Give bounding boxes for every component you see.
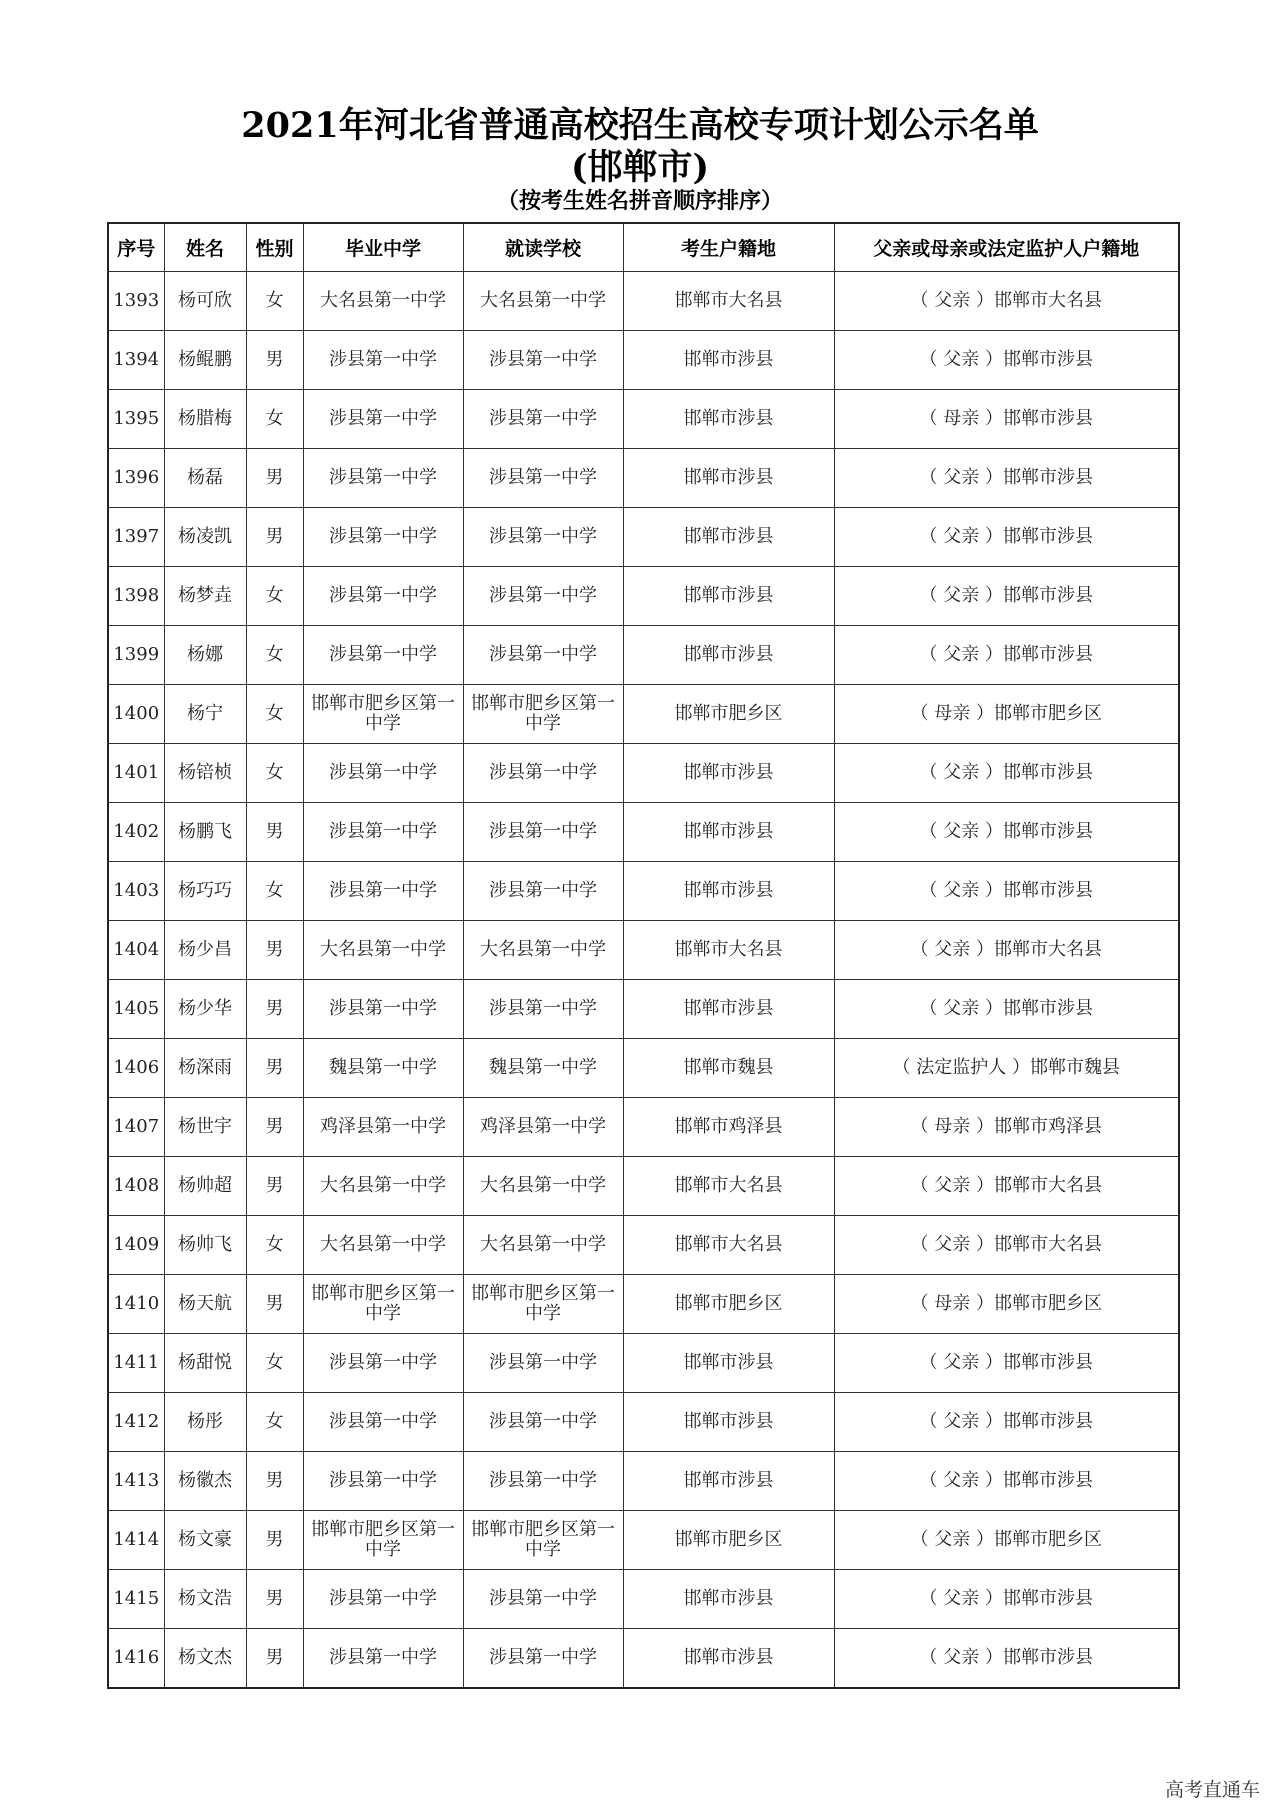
index-cell: 1411 [108,1334,164,1393]
column-header-graduated-school: 毕业中学 [303,223,463,272]
gender-cell: 男 [246,1098,303,1157]
table-row [108,1157,1179,1216]
current-school-cell: 涉县第一中学 [463,1393,623,1452]
table-body [108,272,1179,1689]
guardian-residence-cell: （ 父亲 ）邯郸市肥乡区 [834,1511,1179,1570]
current-school-cell: 邯郸市肥乡区第一中学 [463,685,623,744]
student-residence-cell: 邯郸市大名县 [623,1216,834,1275]
name-cell: 杨文豪 [164,1511,246,1570]
student-residence-cell: 邯郸市涉县 [623,1334,834,1393]
gender-cell: 男 [246,1570,303,1629]
name-cell: 杨天航 [164,1275,246,1334]
current-school-cell: 大名县第一中学 [463,921,623,980]
student-residence-cell: 邯郸市大名县 [623,1157,834,1216]
gender-cell: 男 [246,1629,303,1689]
student-residence-cell: 邯郸市大名县 [623,272,834,331]
graduated-school-cell: 魏县第一中学 [303,1039,463,1098]
footer-watermark: 高考直通车 [1164,1779,1260,1801]
current-school-cell: 大名县第一中学 [463,272,623,331]
table-row [108,1511,1179,1570]
gender-cell: 男 [246,980,303,1039]
guardian-residence-cell: （ 父亲 ）邯郸市涉县 [834,449,1179,508]
graduated-school-cell: 涉县第一中学 [303,862,463,921]
graduated-school-cell: 涉县第一中学 [303,744,463,803]
name-cell: 杨彤 [164,1393,246,1452]
graduated-school-cell: 邯郸市肥乡区第一中学 [303,1275,463,1334]
name-cell: 杨帅超 [164,1157,246,1216]
graduated-school-cell: 鸡泽县第一中学 [303,1098,463,1157]
index-cell: 1397 [108,508,164,567]
gender-cell: 女 [246,685,303,744]
gender-cell: 男 [246,1275,303,1334]
name-cell: 杨腊梅 [164,390,246,449]
index-cell: 1408 [108,1157,164,1216]
page-title: 2021年河北省普通高校招生高校专项计划公示名单 [241,105,1039,146]
table-row [108,1452,1179,1511]
guardian-residence-cell: （ 母亲 ）邯郸市鸡泽县 [834,1098,1179,1157]
table-row [108,1216,1179,1275]
guardian-residence-cell: （ 母亲 ）邯郸市涉县 [834,390,1179,449]
graduated-school-cell: 邯郸市肥乡区第一中学 [303,1511,463,1570]
name-cell: 杨娜 [164,626,246,685]
graduated-school-cell: 大名县第一中学 [303,921,463,980]
column-header-student-residence: 考生户籍地 [623,223,834,272]
graduated-school-cell: 涉县第一中学 [303,567,463,626]
graduated-school-cell: 大名县第一中学 [303,272,463,331]
student-residence-cell: 邯郸市涉县 [623,1452,834,1511]
student-residence-cell: 邯郸市魏县 [623,1039,834,1098]
name-cell: 杨深雨 [164,1039,246,1098]
index-cell: 1402 [108,803,164,862]
current-school-cell: 鸡泽县第一中学 [463,1098,623,1157]
index-cell: 1404 [108,921,164,980]
gender-cell: 女 [246,567,303,626]
table-row [108,1570,1179,1629]
current-school-cell: 涉县第一中学 [463,390,623,449]
guardian-residence-cell: （ 父亲 ）邯郸市涉县 [834,1334,1179,1393]
current-school-cell: 大名县第一中学 [463,1157,623,1216]
current-school-cell: 涉县第一中学 [463,862,623,921]
table-row [108,744,1179,803]
gender-cell: 女 [246,272,303,331]
student-residence-cell: 邯郸市涉县 [623,803,834,862]
gender-cell: 男 [246,331,303,390]
current-school-cell: 大名县第一中学 [463,1216,623,1275]
name-cell: 杨磊 [164,449,246,508]
guardian-residence-cell: （ 父亲 ）邯郸市涉县 [834,626,1179,685]
guardian-residence-cell: （ 父亲 ）邯郸市涉县 [834,862,1179,921]
table-row [108,1334,1179,1393]
table-header-row [108,223,1179,272]
guardian-residence-cell: （ 父亲 ）邯郸市涉县 [834,1452,1179,1511]
name-cell: 杨宁 [164,685,246,744]
current-school-cell: 涉县第一中学 [463,744,623,803]
student-residence-cell: 邯郸市涉县 [623,390,834,449]
index-cell: 1394 [108,331,164,390]
student-residence-cell: 邯郸市大名县 [623,921,834,980]
guardian-residence-cell: （ 父亲 ）邯郸市涉县 [834,744,1179,803]
name-cell: 杨凌凯 [164,508,246,567]
table-row [108,331,1179,390]
table-row [108,390,1179,449]
table-row [108,626,1179,685]
index-cell: 1407 [108,1098,164,1157]
guardian-residence-cell: （ 父亲 ）邯郸市大名县 [834,1216,1179,1275]
gender-cell: 男 [246,1452,303,1511]
current-school-cell: 涉县第一中学 [463,1629,623,1689]
graduated-school-cell: 邯郸市肥乡区第一中学 [303,685,463,744]
name-cell: 杨帅飞 [164,1216,246,1275]
index-cell: 1406 [108,1039,164,1098]
gender-cell: 女 [246,862,303,921]
index-cell: 1396 [108,449,164,508]
student-residence-cell: 邯郸市涉县 [623,1570,834,1629]
index-cell: 1409 [108,1216,164,1275]
index-cell: 1400 [108,685,164,744]
current-school-cell: 涉县第一中学 [463,449,623,508]
current-school-cell: 涉县第一中学 [463,626,623,685]
graduated-school-cell: 涉县第一中学 [303,1452,463,1511]
current-school-cell: 涉县第一中学 [463,331,623,390]
graduated-school-cell: 涉县第一中学 [303,803,463,862]
guardian-residence-cell: （ 父亲 ）邯郸市涉县 [834,508,1179,567]
guardian-residence-cell: （ 父亲 ）邯郸市大名县 [834,921,1179,980]
current-school-cell: 涉县第一中学 [463,803,623,862]
student-residence-cell: 邯郸市肥乡区 [623,1511,834,1570]
column-header-name: 姓名 [164,223,246,272]
table-row [108,508,1179,567]
gender-cell: 女 [246,626,303,685]
student-residence-cell: 邯郸市涉县 [623,449,834,508]
graduated-school-cell: 涉县第一中学 [303,1393,463,1452]
column-header-index: 序号 [108,223,164,272]
student-residence-cell: 邯郸市肥乡区 [623,685,834,744]
gender-cell: 女 [246,744,303,803]
table-row [108,449,1179,508]
table-row [108,1275,1179,1334]
gender-cell: 男 [246,1511,303,1570]
gender-cell: 女 [246,1216,303,1275]
name-cell: 杨可欣 [164,272,246,331]
current-school-cell: 涉县第一中学 [463,1570,623,1629]
guardian-residence-cell: （ 父亲 ）邯郸市涉县 [834,980,1179,1039]
gender-cell: 女 [246,1334,303,1393]
table-row [108,685,1179,744]
graduated-school-cell: 涉县第一中学 [303,1629,463,1689]
index-cell: 1399 [108,626,164,685]
student-residence-cell: 邯郸市涉县 [623,567,834,626]
name-cell: 杨鲲鹏 [164,331,246,390]
name-cell: 杨文杰 [164,1629,246,1689]
current-school-cell: 魏县第一中学 [463,1039,623,1098]
graduated-school-cell: 大名县第一中学 [303,1157,463,1216]
graduated-school-cell: 涉县第一中学 [303,1334,463,1393]
current-school-cell: 涉县第一中学 [463,1452,623,1511]
gender-cell: 男 [246,508,303,567]
guardian-residence-cell: （ 父亲 ）邯郸市涉县 [834,803,1179,862]
gender-cell: 女 [246,1393,303,1452]
index-cell: 1410 [108,1275,164,1334]
guardian-residence-cell: （ 法定监护人 ）邯郸市魏县 [834,1039,1179,1098]
index-cell: 1416 [108,1629,164,1689]
guardian-residence-cell: （ 父亲 ）邯郸市大名县 [834,1157,1179,1216]
name-cell: 杨甜悦 [164,1334,246,1393]
student-residence-cell: 邯郸市涉县 [623,744,834,803]
current-school-cell: 邯郸市肥乡区第一中学 [463,1275,623,1334]
roster-table [107,222,1180,1689]
table-row [108,1629,1179,1689]
guardian-residence-cell: （ 母亲 ）邯郸市肥乡区 [834,1275,1179,1334]
column-header-guardian-residence: 父亲或母亲或法定监护人户籍地 [834,223,1179,272]
student-residence-cell: 邯郸市涉县 [623,862,834,921]
gender-cell: 男 [246,803,303,862]
student-residence-cell: 邯郸市涉县 [623,331,834,390]
name-cell: 杨鹏飞 [164,803,246,862]
guardian-residence-cell: （ 父亲 ）邯郸市涉县 [834,1393,1179,1452]
index-cell: 1415 [108,1570,164,1629]
index-cell: 1393 [108,272,164,331]
table-row [108,862,1179,921]
current-school-cell: 涉县第一中学 [463,508,623,567]
index-cell: 1398 [108,567,164,626]
gender-cell: 女 [246,390,303,449]
student-residence-cell: 邯郸市涉县 [623,980,834,1039]
index-cell: 1395 [108,390,164,449]
table-row [108,1393,1179,1452]
table-row [108,1039,1179,1098]
table-row [108,567,1179,626]
page-subtitle: (邯郸市) [570,147,710,188]
column-header-current-school: 就读学校 [463,223,623,272]
name-cell: 杨少昌 [164,921,246,980]
table-row [108,1098,1179,1157]
table-row [108,803,1179,862]
current-school-cell: 涉县第一中学 [463,980,623,1039]
graduated-school-cell: 涉县第一中学 [303,508,463,567]
name-cell: 杨巧巧 [164,862,246,921]
name-cell: 杨梦垚 [164,567,246,626]
index-cell: 1401 [108,744,164,803]
table-row [108,272,1179,331]
guardian-residence-cell: （ 父亲 ）邯郸市涉县 [834,567,1179,626]
student-residence-cell: 邯郸市涉县 [623,626,834,685]
table-row [108,980,1179,1039]
guardian-residence-cell: （ 父亲 ）邯郸市涉县 [834,331,1179,390]
index-cell: 1412 [108,1393,164,1452]
gender-cell: 男 [246,1157,303,1216]
graduated-school-cell: 涉县第一中学 [303,449,463,508]
name-cell: 杨文浩 [164,1570,246,1629]
current-school-cell: 邯郸市肥乡区第一中学 [463,1511,623,1570]
name-cell: 杨锫桢 [164,744,246,803]
graduated-school-cell: 涉县第一中学 [303,331,463,390]
student-residence-cell: 邯郸市鸡泽县 [623,1098,834,1157]
graduated-school-cell: 涉县第一中学 [303,390,463,449]
index-cell: 1405 [108,980,164,1039]
graduated-school-cell: 涉县第一中学 [303,1570,463,1629]
name-cell: 杨少华 [164,980,246,1039]
student-residence-cell: 邯郸市涉县 [623,1393,834,1452]
current-school-cell: 涉县第一中学 [463,1334,623,1393]
graduated-school-cell: 涉县第一中学 [303,980,463,1039]
gender-cell: 男 [246,1039,303,1098]
graduated-school-cell: 大名县第一中学 [303,1216,463,1275]
guardian-residence-cell: （ 父亲 ）邯郸市大名县 [834,272,1179,331]
graduated-school-cell: 涉县第一中学 [303,626,463,685]
index-cell: 1403 [108,862,164,921]
student-residence-cell: 邯郸市肥乡区 [623,1275,834,1334]
gender-cell: 男 [246,921,303,980]
student-residence-cell: 邯郸市涉县 [623,508,834,567]
column-header-gender: 性别 [246,223,303,272]
guardian-residence-cell: （ 母亲 ）邯郸市肥乡区 [834,685,1179,744]
table-row [108,921,1179,980]
name-cell: 杨徽杰 [164,1452,246,1511]
index-cell: 1414 [108,1511,164,1570]
gender-cell: 男 [246,449,303,508]
name-cell: 杨世宇 [164,1098,246,1157]
sort-note: （按考生姓名拼音顺序排序） [496,188,783,214]
guardian-residence-cell: （ 父亲 ）邯郸市涉县 [834,1629,1179,1689]
current-school-cell: 涉县第一中学 [463,567,623,626]
student-residence-cell: 邯郸市涉县 [623,1629,834,1689]
index-cell: 1413 [108,1452,164,1511]
guardian-residence-cell: （ 父亲 ）邯郸市涉县 [834,1570,1179,1629]
